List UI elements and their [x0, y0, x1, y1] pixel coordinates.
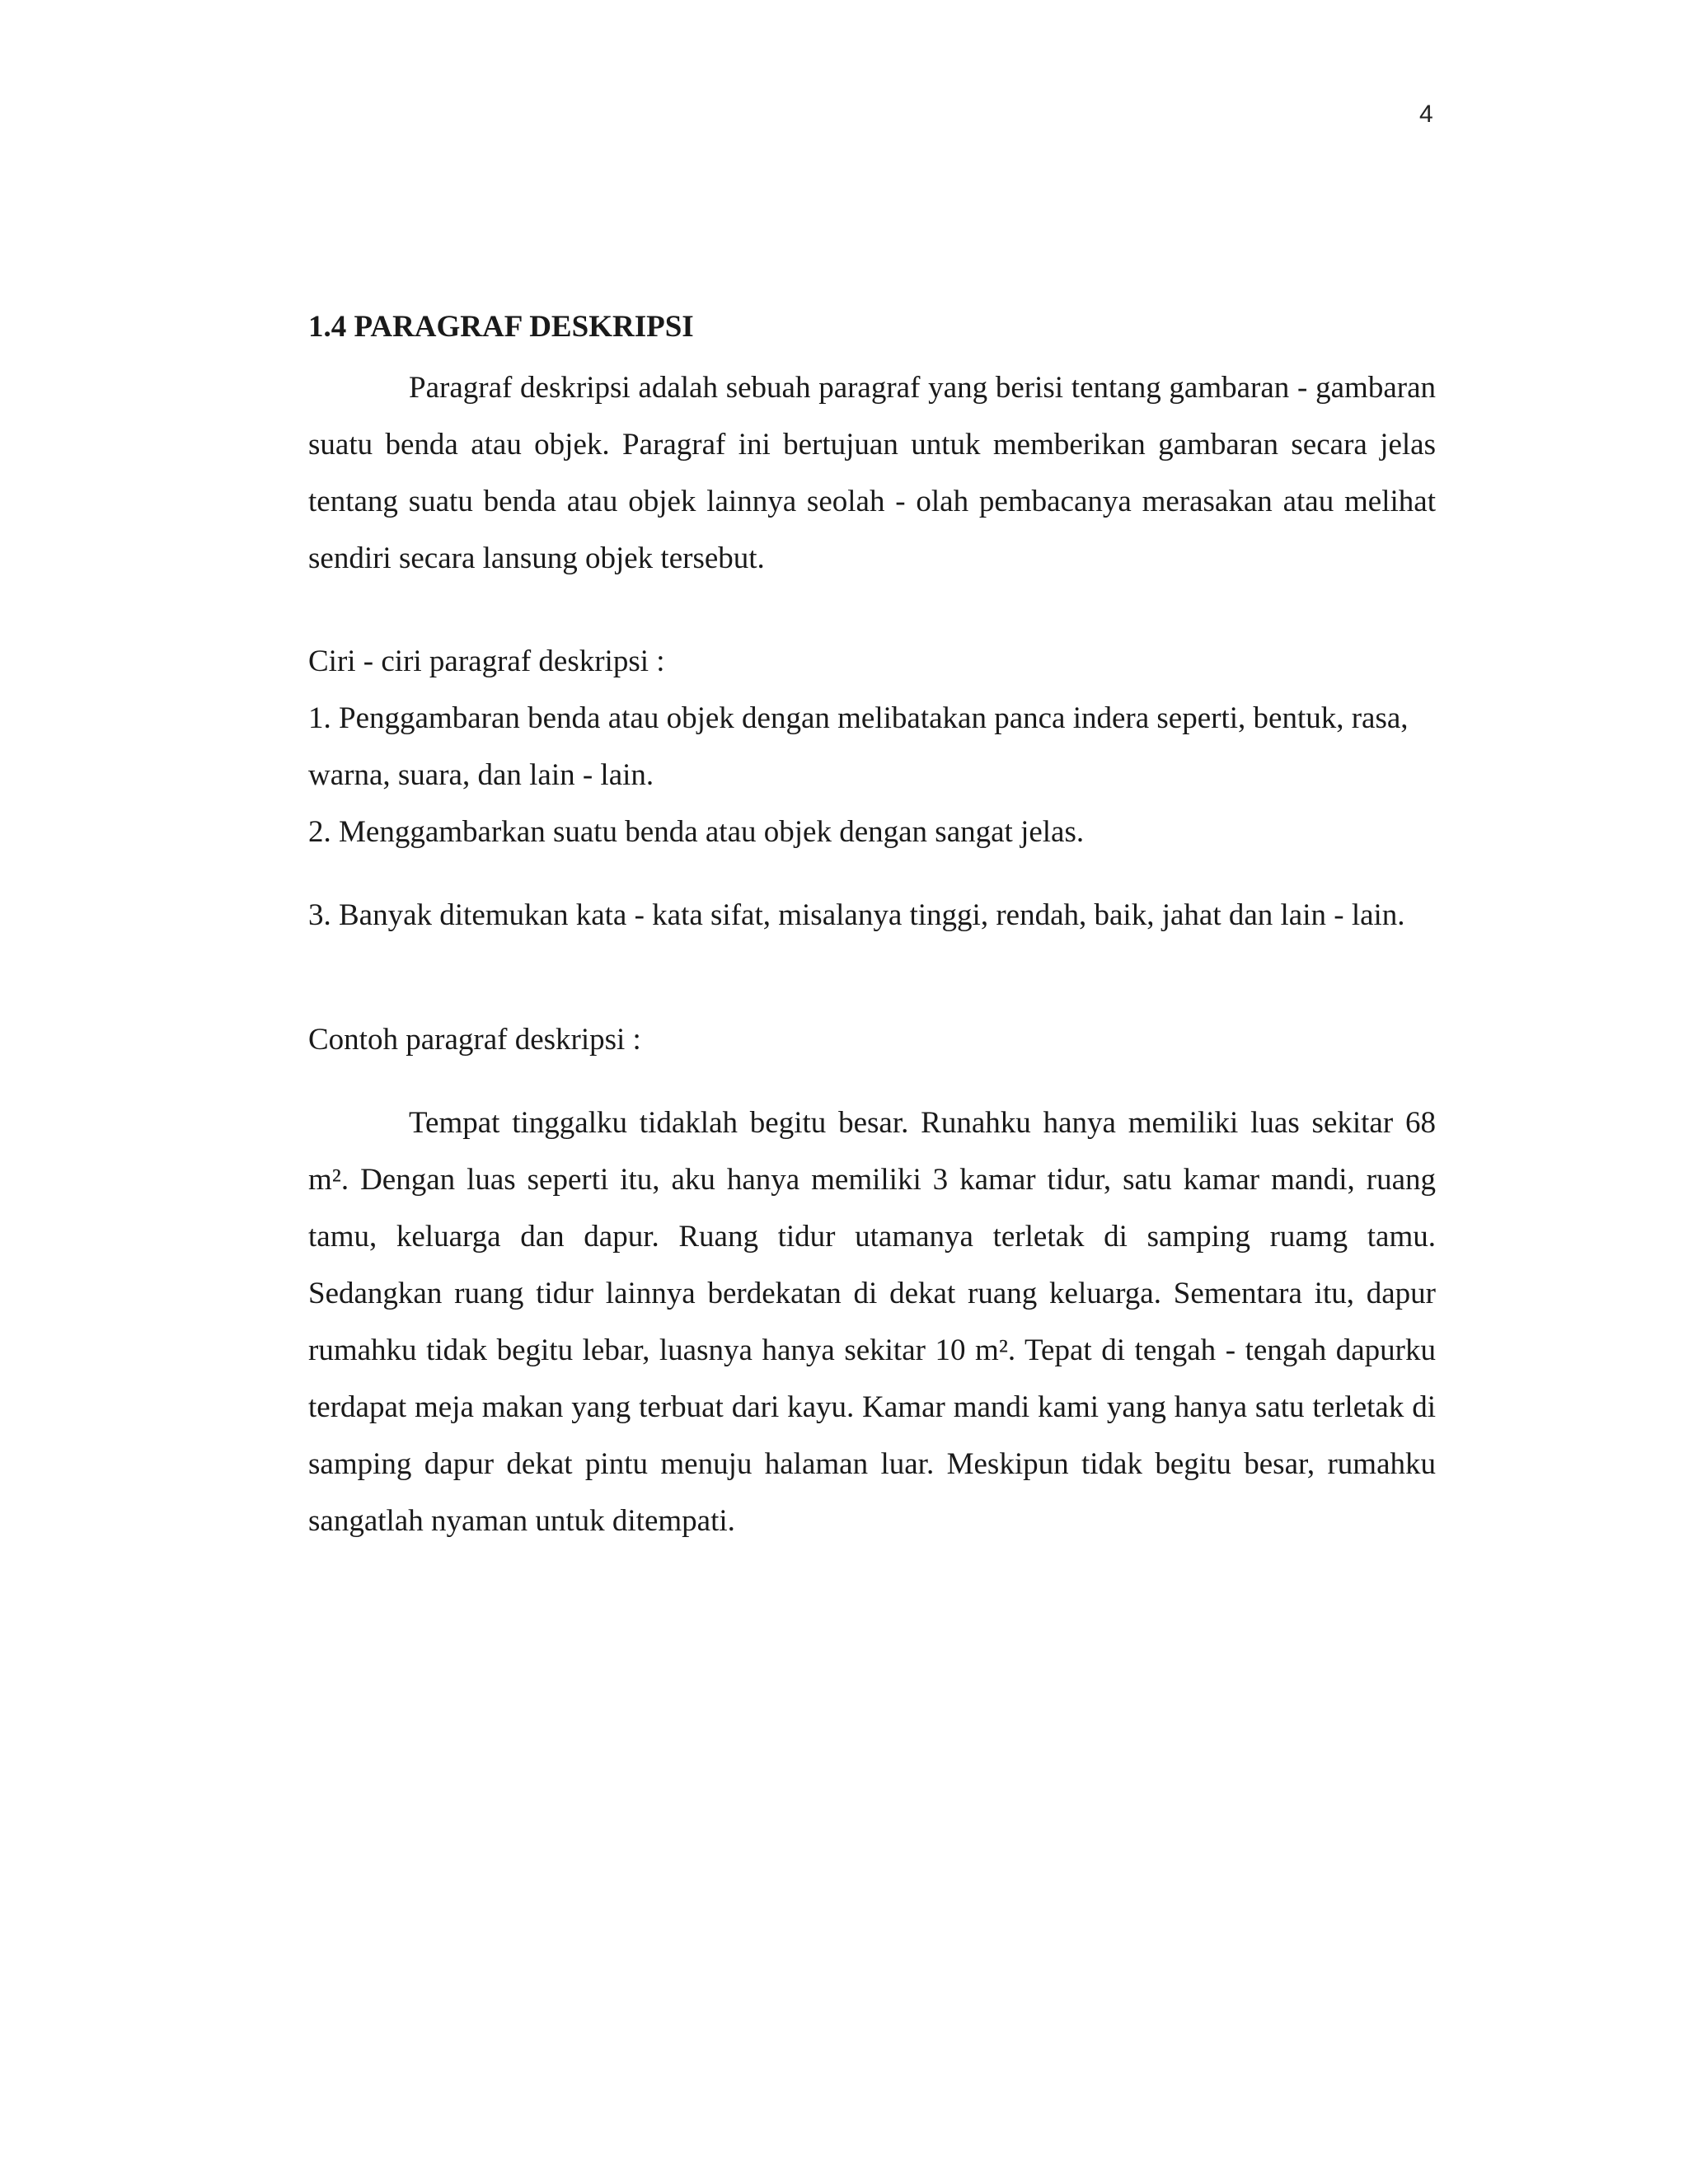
document-body	[308, 307, 1436, 1549]
contoh-paragraph: Tempat tinggalku tidaklah begitu besar. Runahku hanya memiliki luas sekitar 68 m². Dengan luas seperti itu, aku hanya memiliki 3 kamar tidur, satu kamar mandi, ruang tamu, keluarga dan dapur. Ruang tidur utamanya terletak di samping ruamg tamu. Sedangkan ruang tidur lainnya berdekatan di dekat ruang keluarga. Sementara itu, dapur rumahku tidak begitu lebar, luasnya hanya sekitar 10 m². Tepat di tengah - tengah dapurku terdapat meja makan yang terbuat dari kayu. Kamar mandi kami yang hanya satu terletak di samping dapur dekat pintu menuju halaman luar. Meskipun tidak begitu besar, rumahku sangatlah nyaman untuk ditempati.	[308, 1106, 1436, 1538]
contoh-heading: Contoh paragraf deskripsi :	[308, 1023, 641, 1057]
page-number: 4	[1419, 101, 1433, 128]
ciri-item-3: 3. Banyak ditemukan kata - kata sifat, misalanya tinggi, rendah, baik, jahat dan lain - lain.	[308, 898, 1405, 932]
ciri-item-1: 1. Penggambaran benda atau objek dengan melibatakan panca indera seperti, bentuk, rasa, warna, suara, dan lain - lain.	[308, 701, 1409, 792]
ciri-heading: Ciri - ciri paragraf deskripsi :	[308, 644, 665, 678]
ciri-item-2: 2. Menggambarkan suatu benda atau objek dengan sangat jelas.	[308, 815, 1085, 849]
intro-paragraph: Paragraf deskripsi adalah sebuah paragraf yang berisi tentang gambaran - gambaran suatu benda atau objek. Paragraf ini bertujuan untuk memberikan gambaran secara jelas tentang suatu benda atau objek lainnya seolah - olah pembacanya merasakan atau melihat sendiri secara lansung objek tersebut.	[308, 371, 1436, 575]
section-heading: 1.4 PARAGRAF DESKRIPSI	[308, 310, 694, 344]
